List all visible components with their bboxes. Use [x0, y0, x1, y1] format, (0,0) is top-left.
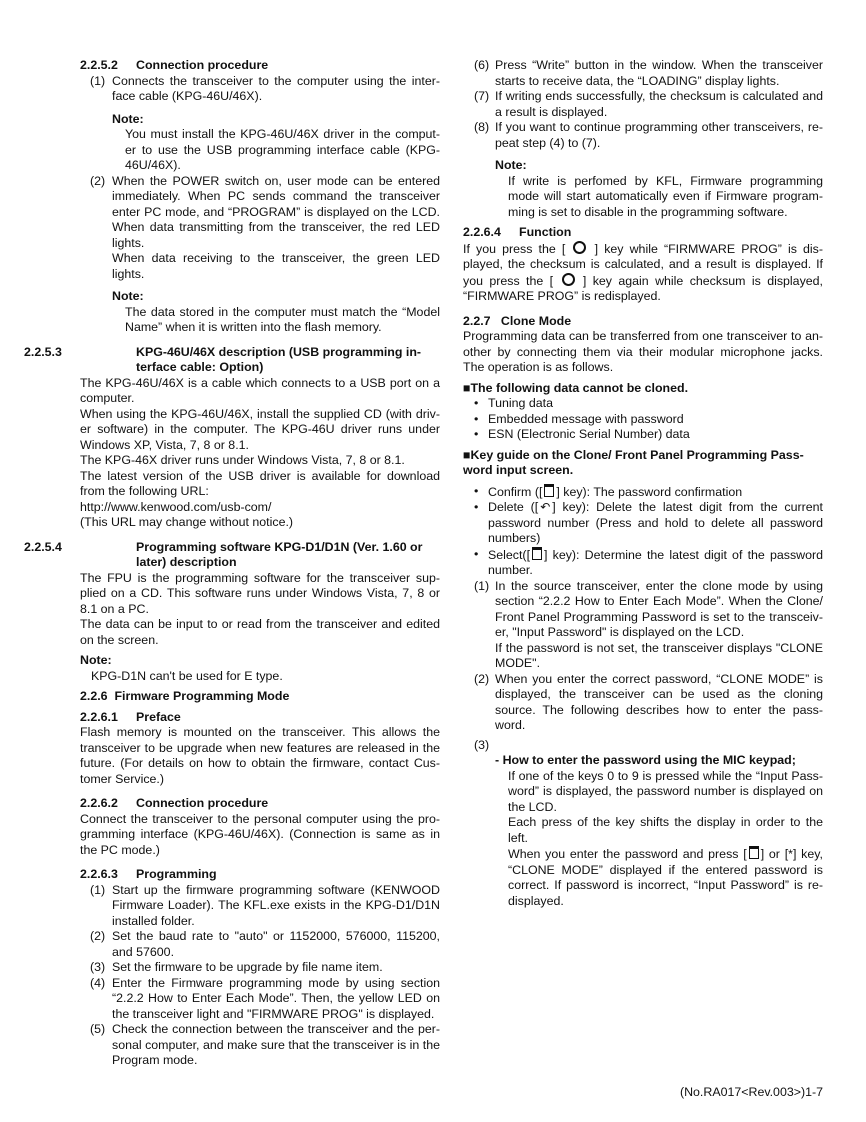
paragraph: Connect the transceiver to the personal computer using the pro- gramming interface (KPG-46U/46X). (Connection is same as in the PC mode.)	[80, 811, 440, 857]
function-paragraph: If you press the [ ] key while “FIRMWARE PROG” is dis- played, the checksum is calculated, and a result is displayed. If you press the [ ] key again while checksum is displayed, “FIRMWARE PROG” is redisplayed.	[463, 241, 823, 303]
menu-key-icon	[544, 484, 554, 497]
paragraph: Each press of the key shifts the display in order to the left.	[508, 815, 823, 845]
list-item: • Select([ ] key): Determine the latest digit of the password number.	[474, 546, 823, 577]
heading-2264: 2.2.6.4 Function	[463, 225, 572, 239]
step-item: (2) Set the baud rate to "auto" or 1152000, 576000, 115200, and 57600.	[90, 929, 440, 959]
page-footer: (No.RA017<Rev.003>)1-7	[679, 1085, 823, 1099]
paragraph: Flash memory is mounted on the transceiver. This allows the transceiver to be upgrade when new features are released in the future. (For details on how to obtain the firmware, contact Cus- tomer Service.)	[80, 725, 440, 786]
note-text: The data stored in the computer must match the “Model Name” when it is written into the flash memory.	[125, 304, 440, 334]
step-continuation: When data receiving to the transceiver, the green LED lights.	[112, 251, 440, 281]
step-item: (8) If you want to continue programming other transceivers, re- peat step (4) to (7).	[474, 120, 823, 150]
step-item: (3) Set the firmware to be upgrade by file name item.	[90, 960, 383, 974]
step-item: (1) In the source transceiver, enter the clone mode by using section “2.2.2 How to Enter Each Mode”. When the Clone/ Front Panel Programming Password is set to the transceiv- er, "Input Password" is displayed on the LCD.	[474, 578, 823, 639]
step-item: (1) Start up the firmware programming software (KENWOOD Firmware Loader). The KFL.exe exists in the KPG-D1/D1N installed folder.	[90, 882, 440, 928]
list-item: • Delete ([ ↶ ] key): Delete the latest digit from the current password number (Press and hold to delete all password numbers)	[474, 500, 823, 545]
paragraph: The FPU is the programming software for the transceiver sup- plied on a CD. This software runs under Windows Vista, 7, 8 or 8.1 on a PC.	[80, 570, 440, 616]
usb-driver-url: http://www.kenwood.com/usb-com/	[80, 499, 272, 514]
note-label: Note:	[112, 289, 144, 303]
step-item: (6) Press “Write” button in the window. When the transceiver starts to receive data, the “LOADING” display lights.	[474, 58, 823, 88]
step-item: (4) Enter the Firmware programming mode by using section “2.2.2 How to Enter Each Mode”. Then, the yellow LED on the transceiver light and "FIRMWARE PROG" is displayed.	[90, 975, 440, 1021]
paragraph: The data can be input to or read from the transceiver and edited on the screen.	[80, 617, 440, 647]
note-label: Note:	[80, 653, 112, 667]
list-item: • Confirm ([ ] key): The password confirmation	[474, 483, 743, 499]
circle-key-icon	[562, 273, 575, 286]
step-item: (1) Connects the transceiver to the computer using the inter- face cable (KPG-46U/46X).	[90, 73, 440, 103]
menu-key-icon	[749, 846, 759, 859]
heading-2252: 2.2.5.2 Connection procedure	[80, 58, 269, 72]
paragraph: When using the KPG-46U/46X, install the supplied CD (with driv- er software) in the computer. The KPG-46U driver runs under Windows XP, Vista, 7, 8 or 8.1.	[80, 406, 440, 452]
note-label: Note:	[112, 111, 144, 126]
step-item: (5) Check the connection between the transceiver and the per- sonal computer, and make sure that the transceiver is in the Program mode.	[90, 1022, 440, 1067]
paragraph: The latest version of the USB driver is available for download from the following URL:	[80, 468, 440, 498]
heading-227: 2.2.7 Clone Mode	[463, 313, 572, 328]
heading-2263: 2.2.6.3 Programming	[80, 867, 217, 881]
paragraph: The KPG-46X driver runs under Windows Vista, 7, 8 or 8.1.	[80, 453, 405, 467]
left-column	[24, 58, 440, 1069]
note-text: KPG-D1N can't be used for E type.	[91, 668, 283, 683]
cannot-clone-heading: ■The following data cannot be cloned.	[463, 380, 689, 395]
back-key-icon: ↶	[540, 500, 551, 514]
heading-2261: 2.2.6.1 Preface	[80, 709, 181, 724]
mic-keypad-heading: - How to enter the password using the MIC keypad;	[495, 753, 796, 767]
paragraph: When you enter the password and press [ ] or [*] key, “CLONE MODE” displayed if the entered password is correct. If password is incorrect, “Input Password” is re- displayed.	[508, 847, 823, 908]
paragraph: If one of the keys 0 to 9 is pressed while the “Input Pass- word” is displayed, the password number is displayed on the LCD.	[508, 768, 823, 814]
paragraph: The KPG-46U/46X is a cable which connects to a USB port on a computer.	[80, 375, 440, 405]
heading-2253: 2.2.5.3 KPG-46U/46X description (USB programming in- terface cable: Option)	[24, 344, 422, 374]
list-item: • ESN (Electronic Serial Number) data	[474, 427, 690, 441]
paragraph: Programming data can be transferred from one transceiver to an- other by connecting them via their modular microphone jacks. The operation is as follows.	[463, 329, 823, 374]
heading-226: 2.2.6 Firmware Programming Mode	[80, 689, 290, 703]
note-label: Note:	[495, 158, 527, 172]
step-item: (3)	[474, 737, 490, 752]
step-item: (7) If writing ends successfully, the checksum is calculated and a result is displayed.	[474, 89, 823, 119]
heading-2262: 2.2.6.2 Connection procedure	[80, 796, 269, 810]
step-continuation: If the password is not set, the transceiver displays "CLONE MODE".	[495, 640, 823, 670]
step-item: (2) When you enter the correct password, “CLONE MODE” is displayed, the transceiver can be used as the cloning source. The following describes how to enter the pass- word.	[474, 671, 823, 732]
list-item: • Embedded message with password	[474, 411, 684, 426]
right-column	[463, 58, 823, 909]
note-text: If write is perfomed by KFL, Firmware programming mode will start automatically even if Firmware program- ming is set to disable in the programming software.	[508, 173, 823, 219]
menu-key-icon	[532, 547, 542, 560]
list-item: • Tuning data	[474, 396, 553, 410]
step-item: (2) When the POWER switch on, user mode can be entered immediately. When PC sends command the transceiver enter PC mode, and “PROGRAM” is displayed on the LCD. When data transmitting from the transceiver, the red LED lights.	[90, 173, 440, 250]
key-guide-heading: ■Key guide on the Clone/ Front Panel Programming Pass- word input screen.	[463, 447, 804, 477]
heading-2254: 2.2.5.4 Programming software KPG-D1/D1N (Ver. 1.60 or later) description	[24, 539, 423, 569]
circle-key-icon	[573, 241, 586, 254]
paragraph: (This URL may change without notice.)	[80, 515, 294, 529]
note-text: You must install the KPG-46U/46X driver in the comput- er to use the USB programming interface cable (KPG- 46U/46X).	[125, 127, 440, 172]
